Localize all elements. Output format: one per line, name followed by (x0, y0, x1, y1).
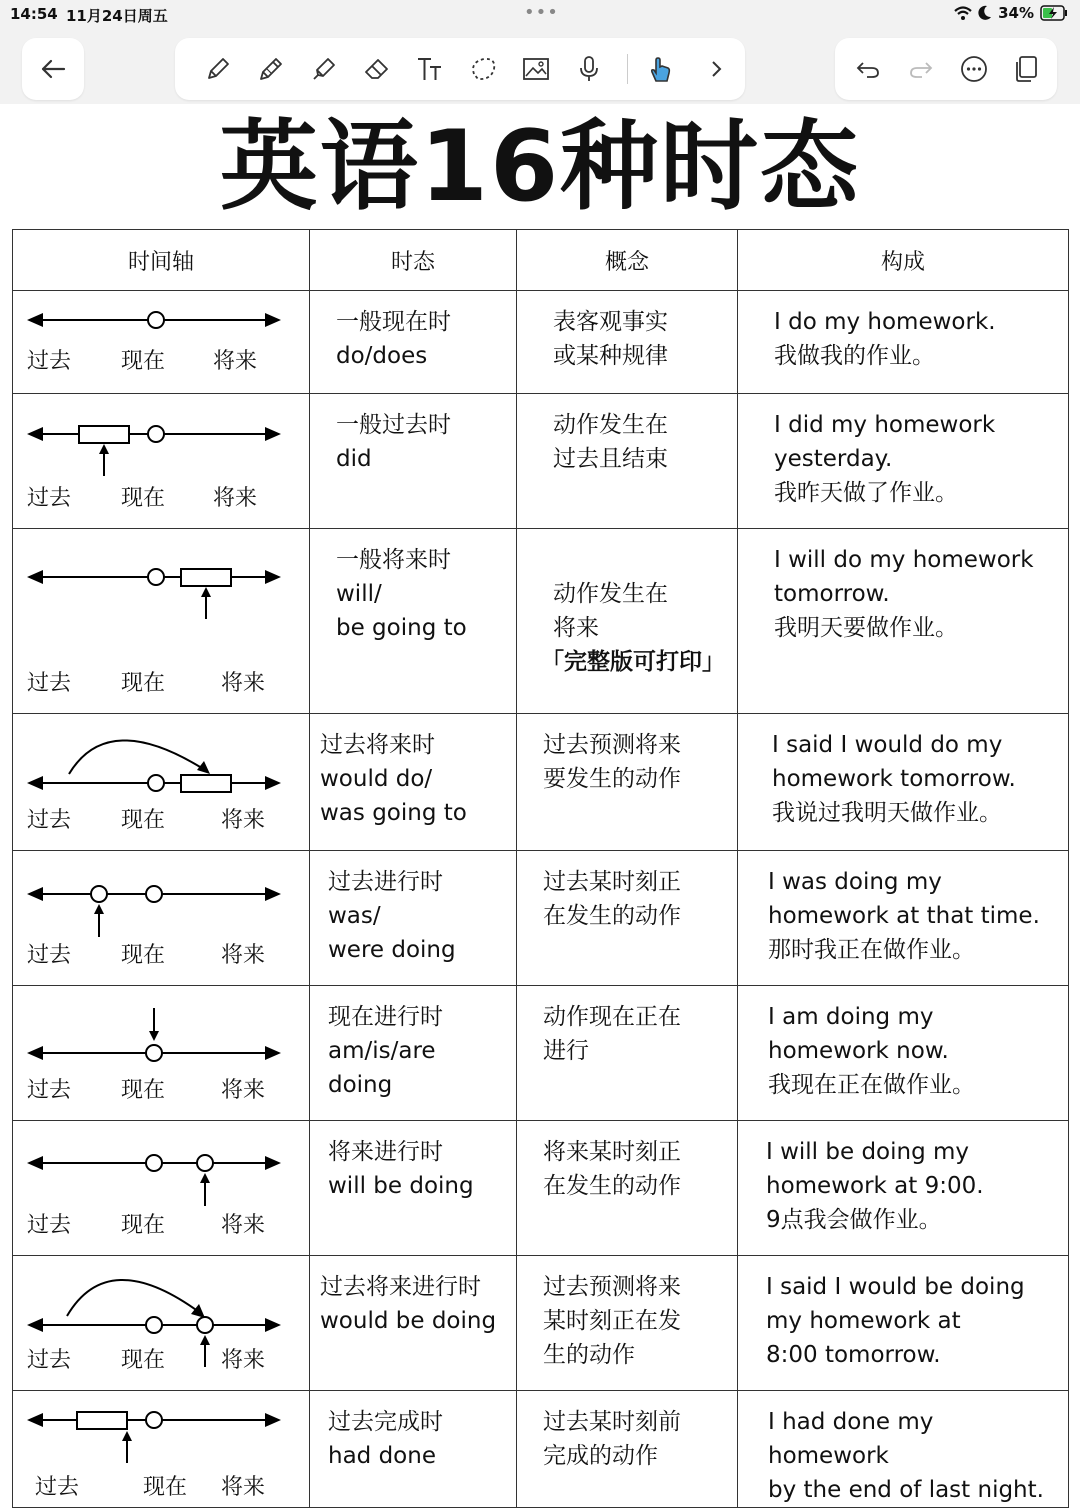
timeline-cell (13, 714, 310, 851)
more-tools-button[interactable] (693, 38, 739, 100)
label-past: 过去 (27, 349, 72, 374)
label-past: 过去 (35, 1475, 80, 1500)
label-past: 过去 (27, 1348, 72, 1373)
tense-example: I will do my homework tomorrow. 我明天要做作业。 (738, 529, 1069, 714)
toolbar-divider (627, 54, 628, 84)
tense-name: 将来进行时 will be doing (310, 1121, 517, 1256)
header-concept: 概念 (517, 230, 738, 291)
timeline-labels (27, 1074, 309, 1104)
tense-example: I am doing my homework now. 我现在正在做作业。 (738, 986, 1069, 1121)
battery-charging-icon (1040, 5, 1068, 21)
lasso-tool-button[interactable] (460, 38, 506, 100)
table-row (13, 1121, 1069, 1256)
tense-concept: 过去预测将来 某时刻正在发 生的动作 (517, 1256, 738, 1391)
eraser-icon (362, 54, 392, 84)
label-past: 过去 (27, 1078, 72, 1103)
tense-table (12, 229, 1069, 1508)
timeline-labels (27, 939, 309, 969)
tense-concept (517, 529, 738, 714)
tense-example: I did my homework yesterday. 我昨天做了作业。 (738, 394, 1069, 529)
pages-button[interactable] (1003, 38, 1049, 100)
tense-name: 过去完成时 had done (310, 1391, 517, 1508)
label-future: 将来 (221, 671, 266, 696)
arrow-left-icon (38, 54, 68, 84)
tense-concept: 表客观事实 或某种规律 (517, 291, 738, 394)
pen-tool-button[interactable] (195, 38, 241, 100)
pencil-icon (256, 54, 286, 84)
wifi-icon (954, 5, 972, 21)
microphone-icon (574, 54, 604, 84)
timeline-labels (27, 667, 309, 697)
tense-example: I will be doing my homework at 9:00. 9点我会做作业。 (738, 1121, 1069, 1256)
table-row (13, 1256, 1069, 1391)
hand-pointer-icon (645, 54, 675, 84)
label-past: 过去 (27, 808, 72, 833)
status-bar (0, 0, 1080, 28)
tense-example: I do my homework. 我做我的作业。 (738, 291, 1069, 394)
label-now: 现在 (121, 486, 166, 511)
lasso-icon (468, 54, 498, 84)
tense-concept: 动作发生在 过去且结束 (517, 394, 738, 529)
timeline-labels (27, 1344, 309, 1374)
timeline-labels (27, 804, 309, 834)
more-options-button[interactable] (951, 38, 997, 100)
tense-name: 过去将来时 would do/ was going to (310, 714, 517, 851)
tense-example: I had done my homework by the end of last night. (738, 1391, 1069, 1508)
tense-name: 一般过去时 did (310, 394, 517, 529)
label-past: 过去 (27, 943, 72, 968)
timeline-cell (13, 529, 310, 714)
label-future: 将来 (221, 1348, 266, 1373)
label-past: 过去 (27, 671, 72, 696)
status-date: 11月24日周五 (66, 7, 168, 25)
tense-concept: 动作现在正在 进行 (517, 986, 738, 1121)
hand-tool-button[interactable] (637, 38, 683, 100)
print-note: 「完整版可打印」 (541, 649, 725, 675)
label-future: 将来 (221, 1213, 266, 1238)
timeline-diagram (13, 1391, 310, 1483)
table-row (13, 986, 1069, 1121)
label-future: 将来 (221, 808, 266, 833)
timeline-cell (13, 291, 310, 394)
tense-example: I was doing my homework at that time. 那时我正在做作业。 (738, 851, 1069, 986)
table-row (13, 291, 1069, 394)
label-past: 过去 (27, 1213, 72, 1238)
table-row (13, 529, 1069, 714)
tense-concept: 将来某时刻正 在发生的动作 (517, 1121, 738, 1256)
undo-button[interactable] (845, 38, 891, 100)
header-timeline: 时间轴 (13, 230, 310, 291)
moon-icon (978, 5, 992, 21)
header-tense: 时态 (310, 230, 517, 291)
back-pill (22, 38, 84, 100)
label-future: 将来 (213, 486, 258, 511)
text-icon (415, 54, 445, 84)
label-now: 现在 (121, 808, 166, 833)
tense-name: 过去进行时 was/ were doing (310, 851, 517, 986)
redo-icon (906, 54, 936, 84)
highlighter-tool-button[interactable] (301, 38, 347, 100)
table-row (13, 851, 1069, 986)
label-future: 将来 (221, 1475, 266, 1500)
label-past: 过去 (27, 486, 72, 511)
timeline-cell (13, 1121, 310, 1256)
text-tool-button[interactable] (407, 38, 453, 100)
tense-name: 现在进行时 am/is/are doing (310, 986, 517, 1121)
back-button[interactable] (30, 38, 76, 100)
undo-icon (853, 54, 883, 84)
timeline-cell (13, 851, 310, 986)
pencil-tool-button[interactable] (248, 38, 294, 100)
timeline-labels (27, 1471, 309, 1501)
timeline-cell (13, 394, 310, 529)
status-right (954, 4, 1068, 22)
timeline-labels (27, 482, 309, 512)
redo-button[interactable] (898, 38, 944, 100)
timeline-cell (13, 986, 310, 1121)
page-title: 英语16种时态 (219, 110, 861, 224)
timeline-cell (13, 1391, 310, 1508)
timeline-labels (27, 1209, 309, 1239)
tense-concept: 过去某时刻前 完成的动作 (517, 1391, 738, 1508)
concept-text: 动作发生在 将来 (553, 581, 668, 641)
status-time: 14:54 (10, 5, 58, 23)
tense-name: 一般将来时 will/ be going to (310, 529, 517, 714)
label-now: 现在 (143, 1475, 188, 1500)
microphone-button[interactable] (566, 38, 612, 100)
pages-icon (1011, 54, 1041, 84)
tense-name: 过去将来进行时 would be doing (310, 1256, 517, 1391)
tense-example: I said I would do my homework tomorrow. 我说过我明天做作业。 (738, 714, 1069, 851)
table-row (13, 394, 1069, 529)
table-header-row (13, 230, 1069, 291)
label-future: 将来 (213, 349, 258, 374)
timeline-diagram (13, 529, 310, 662)
timeline-cell (13, 1256, 310, 1391)
label-now: 现在 (121, 349, 166, 374)
pen-icon (203, 54, 233, 84)
tense-concept: 过去预测将来 要发生的动作 (517, 714, 738, 851)
tense-concept: 过去某时刻正 在发生的动作 (517, 851, 738, 986)
timeline-labels (27, 345, 309, 375)
tense-example: I said I would be doing my homework at 8:00 tomorrow. (738, 1256, 1069, 1391)
actions-pill (835, 38, 1057, 100)
header-structure: 构成 (738, 230, 1069, 291)
label-now: 现在 (121, 1348, 166, 1373)
table-row (13, 714, 1069, 851)
tools-pill (175, 38, 745, 100)
tense-name: 一般现在时 do/does (310, 291, 517, 394)
table-row (13, 1391, 1069, 1508)
eraser-tool-button[interactable] (354, 38, 400, 100)
battery-percent: 34% (998, 4, 1034, 22)
image-tool-button[interactable] (513, 38, 559, 100)
chevron-right-icon (701, 54, 731, 84)
highlighter-icon (309, 54, 339, 84)
image-icon (521, 54, 551, 84)
label-now: 现在 (121, 671, 166, 696)
label-now: 现在 (121, 1213, 166, 1238)
label-future: 将来 (221, 1078, 266, 1103)
multitask-dots-icon[interactable]: ••• (524, 2, 559, 23)
label-now: 现在 (121, 943, 166, 968)
ellipsis-circle-icon (959, 54, 989, 84)
label-future: 将来 (221, 943, 266, 968)
label-now: 现在 (121, 1078, 166, 1103)
